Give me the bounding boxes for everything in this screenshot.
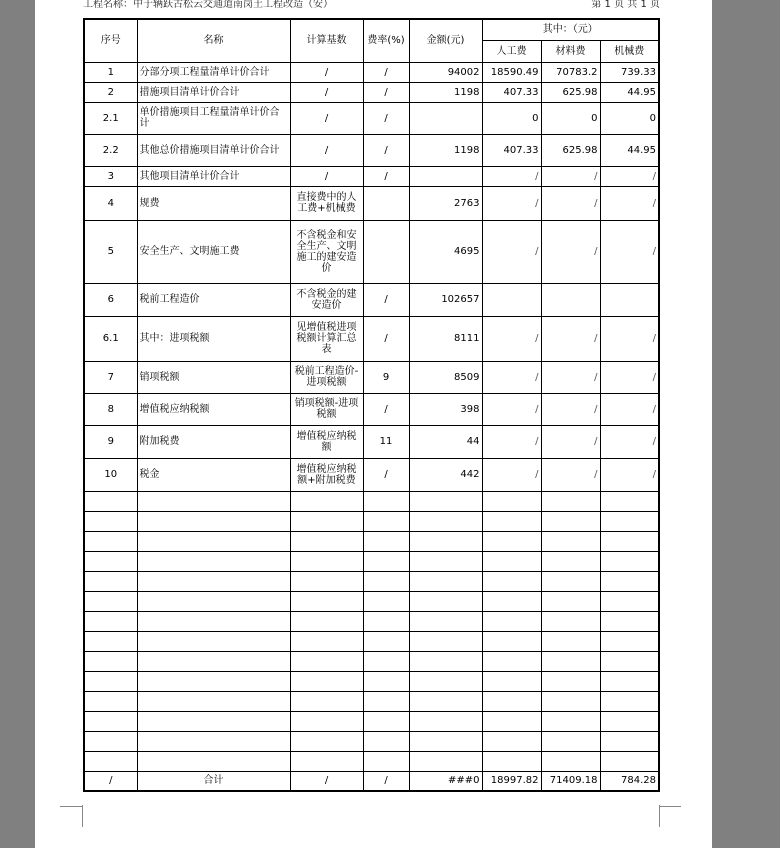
row-amount: 1198	[409, 82, 482, 102]
table-row	[84, 316, 659, 361]
empty-row	[84, 651, 659, 671]
row-labor: /	[482, 393, 541, 425]
crop-mark-left	[82, 805, 83, 827]
crop-mark-right-h	[659, 806, 681, 807]
row-name: 其他总价措施项目清单计价合计	[137, 134, 290, 166]
table-row	[84, 425, 659, 458]
empty-cell	[363, 651, 409, 671]
header-machine: 机械费	[600, 40, 659, 62]
empty-cell	[290, 611, 363, 631]
empty-cell	[541, 751, 600, 771]
empty-row	[84, 631, 659, 651]
empty-cell	[84, 751, 137, 771]
empty-cell	[482, 731, 541, 751]
row-machine: 44.95	[600, 82, 659, 102]
empty-cell	[482, 571, 541, 591]
empty-cell	[363, 731, 409, 751]
empty-cell	[84, 711, 137, 731]
row-amount: 102657	[409, 283, 482, 316]
empty-cell	[137, 571, 290, 591]
empty-cell	[541, 711, 600, 731]
empty-cell	[84, 631, 137, 651]
row-labor: /	[482, 425, 541, 458]
empty-cell	[137, 631, 290, 651]
fee-summary-table	[83, 18, 660, 792]
empty-cell	[600, 751, 659, 771]
crop-mark-right	[659, 805, 660, 827]
empty-cell	[482, 611, 541, 631]
row-base: /	[290, 166, 363, 186]
row-machine: 0	[600, 102, 659, 134]
row-base: 不含税金和安全生产、文明施工的建安造价	[290, 220, 363, 283]
row-machine: /	[600, 316, 659, 361]
empty-row	[84, 551, 659, 571]
row-material: /	[541, 316, 600, 361]
empty-cell	[137, 711, 290, 731]
empty-cell	[482, 691, 541, 711]
row-labor	[482, 283, 541, 316]
row-machine: /	[600, 458, 659, 491]
row-seq: 4	[84, 186, 137, 220]
empty-cell	[363, 571, 409, 591]
empty-cell	[409, 731, 482, 751]
row-machine: /	[600, 361, 659, 393]
empty-cell	[541, 491, 600, 511]
empty-cell	[541, 531, 600, 551]
row-amount: 1198	[409, 134, 482, 166]
empty-row	[84, 691, 659, 711]
empty-cell	[600, 511, 659, 531]
row-machine: /	[600, 186, 659, 220]
row-rate: /	[363, 166, 409, 186]
empty-cell	[290, 691, 363, 711]
empty-cell	[137, 491, 290, 511]
empty-cell	[363, 491, 409, 511]
project-name: 工程名称：中于辆跃古松云交通道南岗土工程改造（安）	[83, 0, 333, 10]
empty-cell	[137, 751, 290, 771]
empty-cell	[600, 731, 659, 751]
row-base: 直接费中的人工费+机械费	[290, 186, 363, 220]
empty-cell	[84, 691, 137, 711]
row-rate: /	[363, 134, 409, 166]
header-rate: 费率(%)	[363, 19, 409, 62]
row-rate: /	[363, 316, 409, 361]
empty-cell	[84, 671, 137, 691]
empty-cell	[137, 691, 290, 711]
row-seq: 9	[84, 425, 137, 458]
table-row	[84, 62, 659, 82]
empty-cell	[137, 511, 290, 531]
empty-cell	[541, 651, 600, 671]
row-name: 销项税额	[137, 361, 290, 393]
empty-cell	[600, 491, 659, 511]
empty-cell	[137, 671, 290, 691]
row-material: /	[541, 458, 600, 491]
empty-cell	[137, 591, 290, 611]
empty-cell	[409, 671, 482, 691]
row-base: 增值税应纳税额	[290, 425, 363, 458]
empty-cell	[482, 591, 541, 611]
empty-cell	[84, 531, 137, 551]
empty-cell	[600, 631, 659, 651]
table-row	[84, 82, 659, 102]
row-labor: /	[482, 361, 541, 393]
header-of-which: 其中：（元）	[482, 19, 659, 40]
row-rate	[363, 186, 409, 220]
empty-cell	[290, 511, 363, 531]
row-amount: 94002	[409, 62, 482, 82]
row-machine	[600, 283, 659, 316]
empty-row	[84, 671, 659, 691]
empty-cell	[541, 671, 600, 691]
empty-cell	[137, 731, 290, 751]
empty-row	[84, 711, 659, 731]
row-amount: 2763	[409, 186, 482, 220]
empty-cell	[482, 491, 541, 511]
row-machine: /	[600, 166, 659, 186]
row-labor: 18590.49	[482, 62, 541, 82]
row-rate: /	[363, 393, 409, 425]
empty-cell	[84, 591, 137, 611]
total-material: 71409.18	[541, 771, 600, 791]
empty-cell	[290, 651, 363, 671]
empty-cell	[482, 551, 541, 571]
row-machine: 44.95	[600, 134, 659, 166]
empty-cell	[363, 711, 409, 731]
row-base: /	[290, 102, 363, 134]
row-amount: 44	[409, 425, 482, 458]
empty-cell	[290, 631, 363, 651]
empty-cell	[137, 611, 290, 631]
row-material	[541, 283, 600, 316]
row-seq: 1	[84, 62, 137, 82]
row-seq: 3	[84, 166, 137, 186]
empty-cell	[409, 631, 482, 651]
row-rate	[363, 220, 409, 283]
empty-cell	[290, 491, 363, 511]
header-amount: 金额(元)	[409, 19, 482, 62]
table-body	[84, 62, 659, 791]
empty-cell	[600, 571, 659, 591]
empty-cell	[482, 711, 541, 731]
row-labor: /	[482, 166, 541, 186]
row-rate: /	[363, 82, 409, 102]
empty-cell	[541, 591, 600, 611]
row-name: 附加税费	[137, 425, 290, 458]
empty-cell	[482, 511, 541, 531]
row-rate: /	[363, 458, 409, 491]
empty-cell	[600, 611, 659, 631]
header-base: 计算基数	[290, 19, 363, 62]
empty-row	[84, 511, 659, 531]
empty-cell	[600, 711, 659, 731]
empty-row	[84, 491, 659, 511]
row-rate: /	[363, 62, 409, 82]
table-row	[84, 220, 659, 283]
empty-cell	[541, 731, 600, 751]
empty-cell	[541, 611, 600, 631]
empty-cell	[409, 531, 482, 551]
row-material: 0	[541, 102, 600, 134]
page-info: 第 1 页 共 1 页	[591, 0, 660, 10]
empty-row	[84, 571, 659, 591]
empty-cell	[600, 591, 659, 611]
empty-cell	[290, 731, 363, 751]
empty-cell	[409, 511, 482, 531]
empty-cell	[482, 671, 541, 691]
crop-mark-left-h	[60, 806, 82, 807]
empty-cell	[482, 651, 541, 671]
empty-cell	[541, 571, 600, 591]
page-header	[83, 0, 660, 12]
empty-cell	[137, 551, 290, 571]
empty-row	[84, 591, 659, 611]
row-name: 单价措施项目工程量清单计价合计	[137, 102, 290, 134]
empty-cell	[84, 611, 137, 631]
row-base: 见增值税进项税额计算汇总表	[290, 316, 363, 361]
row-machine: /	[600, 425, 659, 458]
header-seq: 序号	[84, 19, 137, 62]
row-seq: 7	[84, 361, 137, 393]
empty-cell	[363, 551, 409, 571]
row-seq: 2.2	[84, 134, 137, 166]
empty-cell	[409, 651, 482, 671]
row-base: 销项税额-进项税额	[290, 393, 363, 425]
empty-cell	[600, 671, 659, 691]
empty-cell	[541, 631, 600, 651]
row-base: 增值税应纳税额+附加税费	[290, 458, 363, 491]
empty-cell	[290, 751, 363, 771]
empty-cell	[541, 691, 600, 711]
empty-cell	[482, 531, 541, 551]
empty-cell	[409, 491, 482, 511]
empty-cell	[363, 591, 409, 611]
table-row	[84, 166, 659, 186]
table-row	[84, 186, 659, 220]
row-base: /	[290, 134, 363, 166]
row-labor: /	[482, 458, 541, 491]
empty-cell	[290, 571, 363, 591]
empty-cell	[409, 571, 482, 591]
empty-cell	[363, 631, 409, 651]
row-amount: 8509	[409, 361, 482, 393]
total-label: 合计	[137, 771, 290, 791]
row-amount	[409, 166, 482, 186]
row-name: 其中：进项税额	[137, 316, 290, 361]
empty-cell	[409, 711, 482, 731]
table-row	[84, 134, 659, 166]
empty-cell	[409, 751, 482, 771]
empty-cell	[84, 491, 137, 511]
table-row	[84, 361, 659, 393]
empty-cell	[84, 731, 137, 751]
empty-row	[84, 531, 659, 551]
empty-cell	[137, 651, 290, 671]
row-material: /	[541, 361, 600, 393]
row-machine: /	[600, 393, 659, 425]
empty-cell	[84, 511, 137, 531]
row-machine: 739.33	[600, 62, 659, 82]
row-name: 安全生产、文明施工费	[137, 220, 290, 283]
row-material: /	[541, 393, 600, 425]
table-row	[84, 458, 659, 491]
row-base: 税前工程造价-进项税额	[290, 361, 363, 393]
row-base: /	[290, 82, 363, 102]
row-seq: 10	[84, 458, 137, 491]
empty-cell	[482, 751, 541, 771]
row-material: /	[541, 425, 600, 458]
total-amount: ###0	[409, 771, 482, 791]
row-base: /	[290, 62, 363, 82]
row-amount: 442	[409, 458, 482, 491]
empty-cell	[409, 551, 482, 571]
row-seq: 6	[84, 283, 137, 316]
empty-cell	[541, 511, 600, 531]
empty-cell	[482, 631, 541, 651]
row-labor: /	[482, 220, 541, 283]
row-seq: 2	[84, 82, 137, 102]
empty-cell	[363, 691, 409, 711]
row-rate: 11	[363, 425, 409, 458]
total-base: /	[290, 771, 363, 791]
row-material: 625.98	[541, 82, 600, 102]
empty-cell	[290, 711, 363, 731]
empty-cell	[363, 531, 409, 551]
row-base: 不含税金的建安造价	[290, 283, 363, 316]
empty-cell	[363, 611, 409, 631]
row-amount	[409, 102, 482, 134]
empty-row	[84, 731, 659, 751]
row-name: 税前工程造价	[137, 283, 290, 316]
empty-cell	[290, 551, 363, 571]
row-labor: 407.33	[482, 82, 541, 102]
empty-cell	[600, 551, 659, 571]
row-seq: 5	[84, 220, 137, 283]
empty-cell	[409, 591, 482, 611]
row-labor: 407.33	[482, 134, 541, 166]
empty-cell	[84, 651, 137, 671]
empty-row	[84, 611, 659, 631]
total-labor: 18997.82	[482, 771, 541, 791]
row-material: 625.98	[541, 134, 600, 166]
empty-cell	[290, 671, 363, 691]
empty-cell	[290, 591, 363, 611]
empty-cell	[290, 531, 363, 551]
row-name: 措施项目清单计价合计	[137, 82, 290, 102]
row-name: 规费	[137, 186, 290, 220]
row-seq: 2.1	[84, 102, 137, 134]
header-labor: 人工费	[482, 40, 541, 62]
row-seq: 8	[84, 393, 137, 425]
empty-cell	[363, 751, 409, 771]
row-material: /	[541, 220, 600, 283]
row-rate: /	[363, 102, 409, 134]
row-labor: /	[482, 186, 541, 220]
row-amount: 4695	[409, 220, 482, 283]
empty-cell	[541, 551, 600, 571]
row-seq: 6.1	[84, 316, 137, 361]
empty-cell	[600, 531, 659, 551]
empty-row	[84, 751, 659, 771]
row-amount: 8111	[409, 316, 482, 361]
row-material: 70783.2	[541, 62, 600, 82]
empty-cell	[409, 691, 482, 711]
row-name: 其他项目清单计价合计	[137, 166, 290, 186]
row-rate: 9	[363, 361, 409, 393]
table-row	[84, 102, 659, 134]
row-name: 增值税应纳税额	[137, 393, 290, 425]
row-material: /	[541, 166, 600, 186]
row-labor: 0	[482, 102, 541, 134]
row-name: 税金	[137, 458, 290, 491]
empty-cell	[600, 691, 659, 711]
total-rate: /	[363, 771, 409, 791]
header-name: 名称	[137, 19, 290, 62]
empty-cell	[363, 511, 409, 531]
total-row	[84, 771, 659, 791]
empty-cell	[84, 571, 137, 591]
row-name: 分部分项工程量清单计价合计	[137, 62, 290, 82]
row-machine: /	[600, 220, 659, 283]
empty-cell	[363, 671, 409, 691]
table-row	[84, 283, 659, 316]
empty-cell	[600, 651, 659, 671]
empty-cell	[84, 551, 137, 571]
total-machine: 784.28	[600, 771, 659, 791]
table-row	[84, 393, 659, 425]
row-amount: 398	[409, 393, 482, 425]
row-rate: /	[363, 283, 409, 316]
total-seq: /	[84, 771, 137, 791]
empty-cell	[137, 531, 290, 551]
empty-cell	[409, 611, 482, 631]
row-material: /	[541, 186, 600, 220]
row-labor: /	[482, 316, 541, 361]
header-material: 材料费	[541, 40, 600, 62]
